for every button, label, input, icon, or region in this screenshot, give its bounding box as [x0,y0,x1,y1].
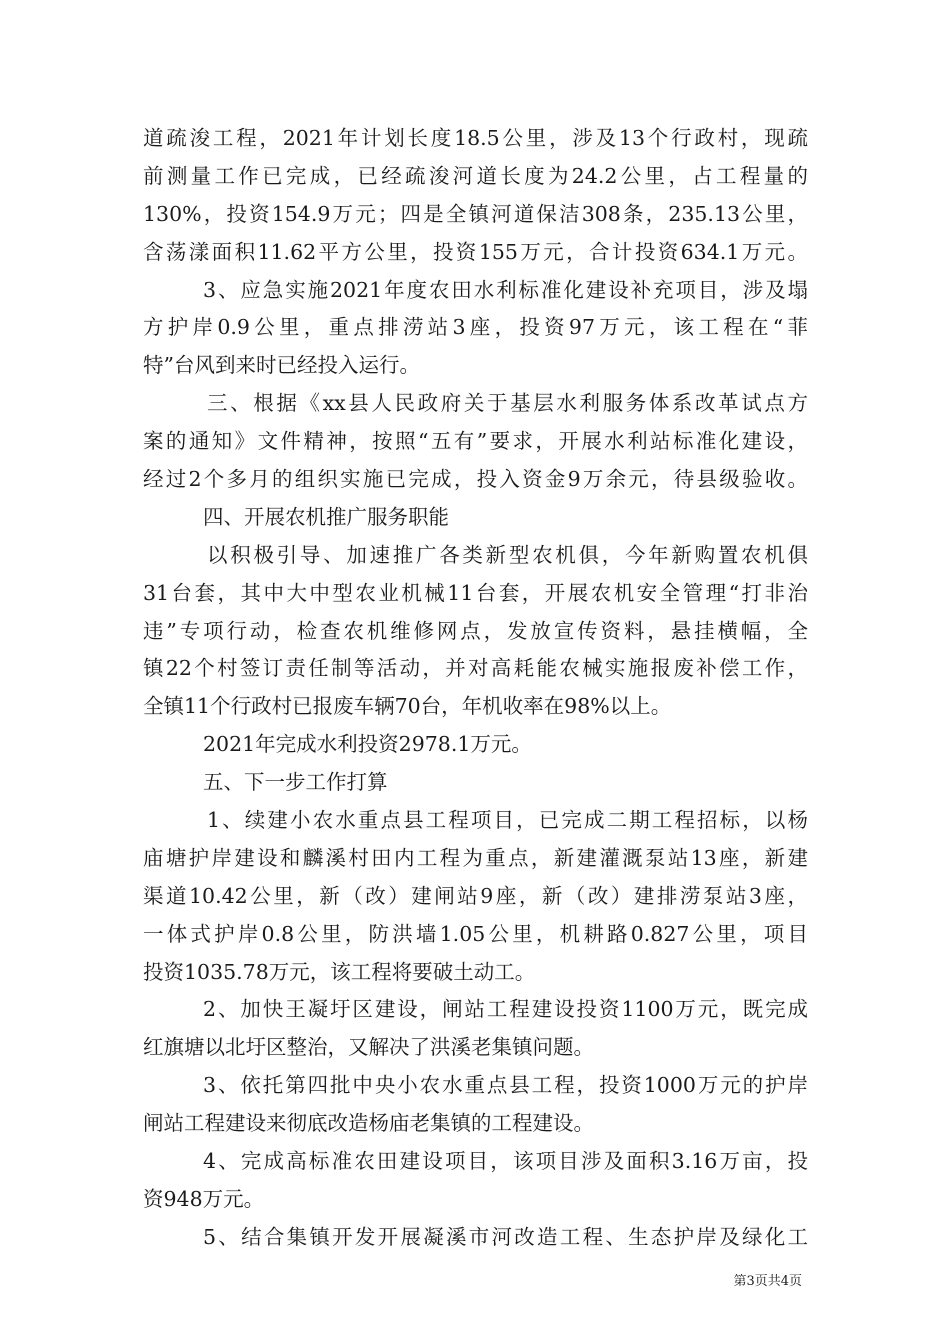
paragraph-line: 130%，投资154.9万元；四是全镇河道保洁308条，235.13公里， [143,201,808,226]
paragraph-line: 方护岸0.9公里，重点排涝站3座，投资97万元，该工程在“菲 [143,315,808,340]
document-body [143,120,808,1257]
paragraph-line: 镇22个村签订责任制等活动，并对高耗能农械实施报废补偿工作， [143,656,808,681]
paragraph-line: 资948万元。 [143,1186,265,1211]
paragraph-line: 2021年完成水利投资2978.1万元。 [203,732,532,757]
paragraph-line: 道疏浚工程，2021年计划长度18.5公里，涉及13个行政村，现疏 [143,126,808,150]
paragraph-line: 三、根据《xx县人民政府关于基层水利服务体系改革试点方 [207,391,808,416]
paragraph-line: 红旗塘以北圩区整治，又解决了洪溪老集镇问题。 [143,1035,594,1060]
paragraph-line: 前测量工作已完成，已经疏浚河道长度为24.2公里，占工程量的 [143,163,808,188]
paragraph-line: 4、完成高标准农田建设项目，该项目涉及面积3.16万亩，投 [203,1149,808,1174]
paragraph-line: 投资1035.78万元，该工程将要破土动工。 [143,959,536,984]
paragraph-line: 1、续建小农水重点县工程项目，已完成二期工程招标，以杨 [207,808,808,833]
paragraph-line: 渠道10.42公里，新（改）建闸站9座，新（改）建排涝泵站3座， [143,883,808,908]
paragraph-line: 3、应急实施2021年度农田水利标准化建设补充项目，涉及塌 [203,277,808,302]
paragraph-line: 全镇11个行政村已报废车辆70台，年机收率在98%以上。 [143,694,672,719]
paragraph-line: 31台套，其中大中型农业机械11台套，开展农机安全管理“打非治 [143,580,808,605]
paragraph-line: 含荡漾面积11.62平方公里，投资155万元，合计投资634.1万元。 [143,239,808,264]
paragraph-line: 以积极引导、加速推广各类新型农机俱，今年新购置农机俱 [207,542,808,567]
section-heading: 五、下一步工作打算 [203,770,388,795]
paragraph-line: 5、结合集镇开发开展凝溪市河改造工程、生态护岸及绿化工 [203,1224,808,1249]
paragraph-line: 特”台风到来时已经投入运行。 [143,353,420,378]
paragraph-line: 闸站工程建设来彻底改造杨庙老集镇的工程建设。 [143,1111,594,1136]
paragraph-line: 2、加快王凝圩区建设，闸站工程建设投资1100万元，既完成 [203,997,808,1022]
paragraph-line: 案的通知》文件精神，按照“五有”要求，开展水利站标准化建设， [143,429,808,454]
paragraph-line: 经过2个多月的组织实施已完成，投入资金9万余元，待县级验收。 [143,467,808,492]
paragraph-line: 庙塘护岸建设和麟溪村田内工程为重点，新建灌溉泵站13座，新建 [143,845,808,870]
page-number: 第3页共4页 [733,1274,802,1289]
paragraph-line: 一体式护岸0.8公里，防洪墙1.05公里，机耕路0.827公里，项目 [143,921,808,946]
section-heading: 四、开展农机推广服务职能 [203,504,449,529]
paragraph-line: 违”专项行动，检查农机维修网点，发放宣传资料，悬挂横幅，全 [143,618,808,643]
paragraph-line: 3、依托第四批中央小农水重点县工程，投资1000万元的护岸 [203,1073,808,1098]
